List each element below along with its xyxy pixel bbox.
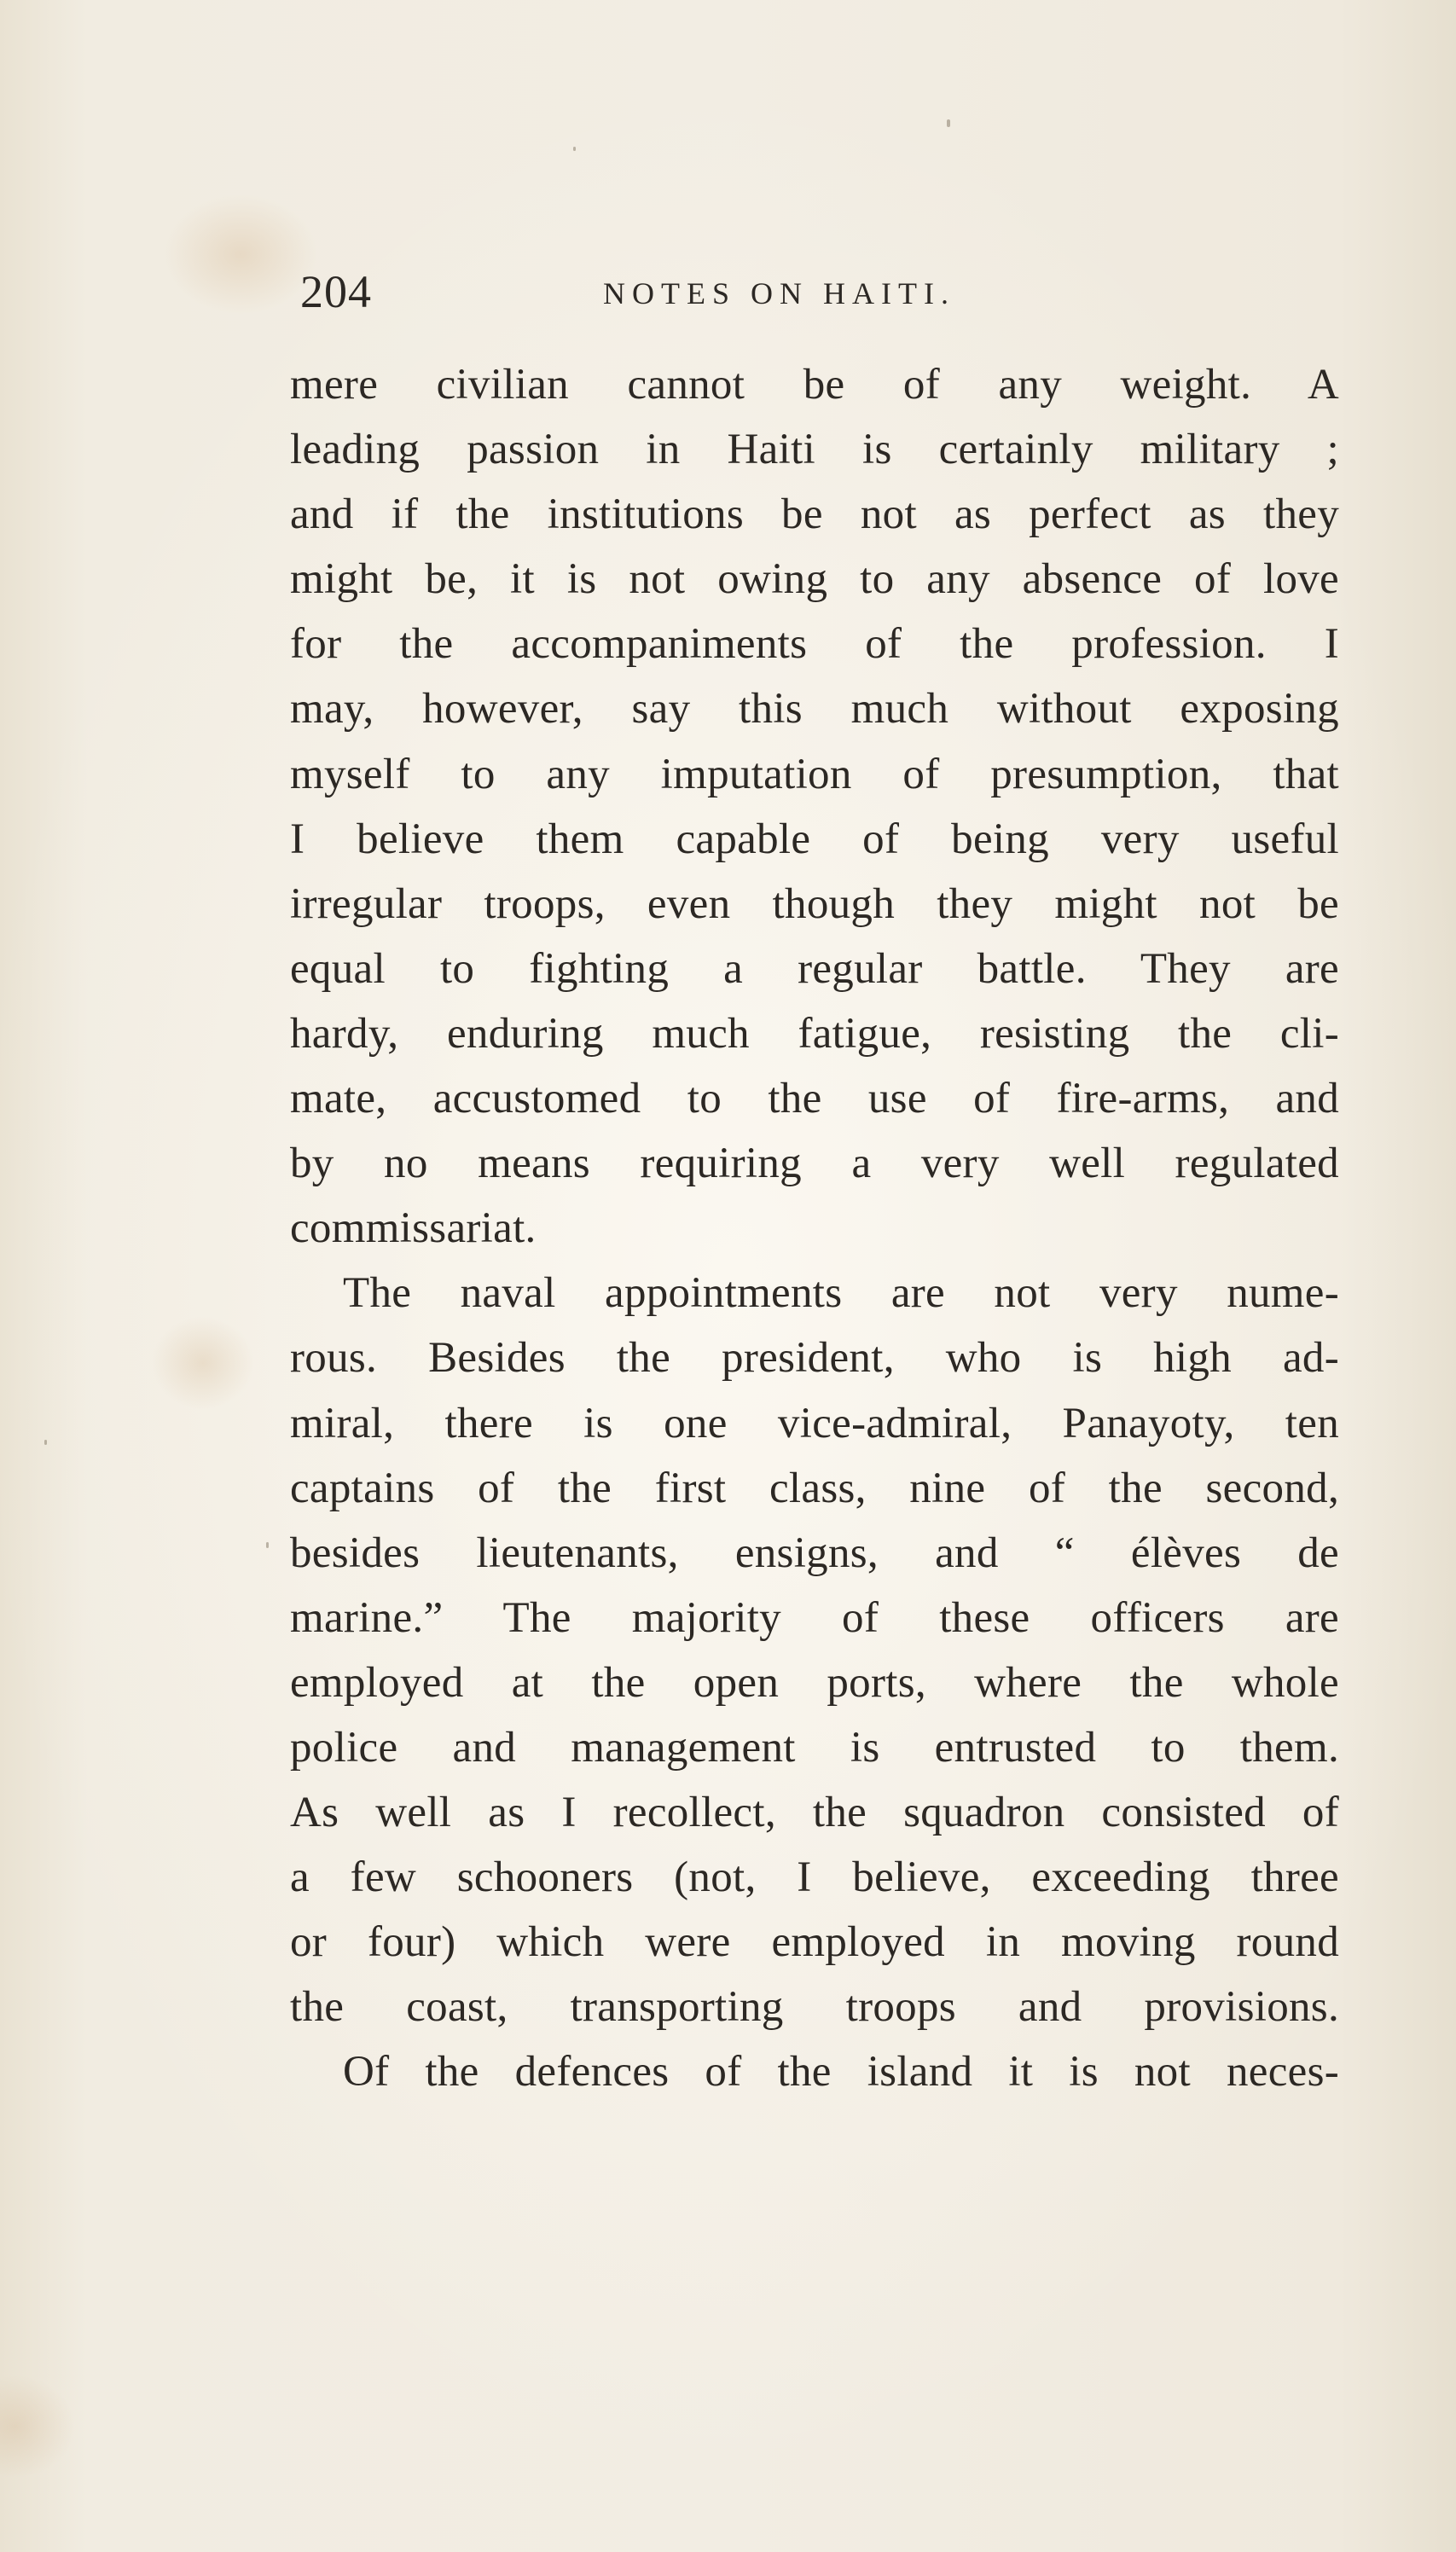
text-line: the coast, transporting troops and provisions. xyxy=(290,1983,1339,2032)
text-line: hardy, enduring much fatigue, resisting the cli- xyxy=(290,1009,1339,1058)
paragraph-start-line: The naval appointments are not very nume- xyxy=(343,1269,1339,1318)
text-line: myself to any imputation of presumption, that xyxy=(290,750,1339,798)
text-line: mate, accustomed to the use of fire-arms, and xyxy=(290,1075,1339,1123)
running-title: NOTES ON HAITI. xyxy=(603,276,955,310)
ink-speck xyxy=(573,147,576,151)
text-line: captains of the first class, nine of the second, xyxy=(290,1464,1339,1512)
ink-speck xyxy=(266,1542,269,1548)
text-line: irregular troops, even though they might not be xyxy=(290,879,1339,928)
ink-speck xyxy=(44,1440,47,1445)
text-line: may, however, say this much without exposing xyxy=(290,685,1339,734)
text-line: or four) which were employed in moving round xyxy=(290,1918,1339,1967)
paragraph-start-line: Of the defences of the island it is not neces- xyxy=(343,2048,1339,2097)
running-head xyxy=(300,266,1324,317)
body-text xyxy=(290,352,1339,2105)
text-line: by no means requiring a very well regulated xyxy=(290,1140,1339,1188)
text-line: a few schooners (not, I believe, exceeding three xyxy=(290,1853,1339,1902)
text-line: might be, it is not owing to any absence of love xyxy=(290,555,1339,604)
text-line: leading passion in Haiti is certainly military ; xyxy=(290,426,1339,474)
text-line: I believe them capable of being very useful xyxy=(290,815,1339,863)
text-line: mere civilian cannot be of any weight. A xyxy=(290,361,1339,409)
text-line: equal to fighting a regular battle. They are xyxy=(290,944,1339,993)
text-line: miral, there is one vice-admiral, Panayoty, ten xyxy=(290,1399,1339,1447)
text-line: besides lieutenants, ensigns, and “ élèves de xyxy=(290,1528,1339,1577)
text-line: employed at the open ports, where the whole xyxy=(290,1658,1339,1707)
text-line: police and management is entrusted to them. xyxy=(290,1723,1339,1772)
text-line: and if the institutions be not as perfect as they xyxy=(290,490,1339,539)
page-number: 204 xyxy=(300,266,372,317)
text-line: rous. Besides the president, who is high ad- xyxy=(290,1334,1339,1383)
text-line: commissariat. xyxy=(290,1204,537,1253)
text-line: As well as I recollect, the squadron consisted of xyxy=(290,1789,1339,1837)
text-line: marine.” The majority of these officers are xyxy=(290,1593,1339,1642)
ink-speck xyxy=(947,119,950,127)
text-line: for the accompaniments of the profession. I xyxy=(290,620,1339,669)
